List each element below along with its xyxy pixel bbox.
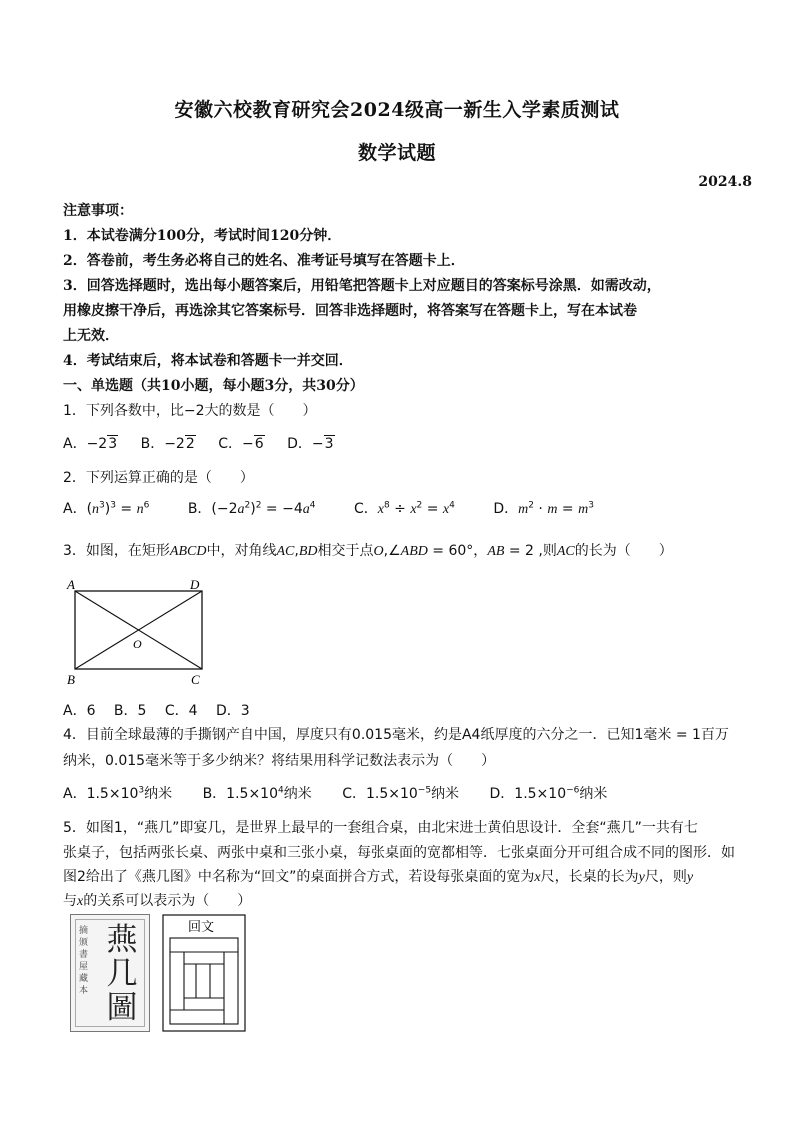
vertex-label-d: D	[190, 577, 200, 592]
cover-small-text: 摘颁書屋藏本	[79, 926, 89, 996]
rectangle-figure	[62, 574, 222, 694]
question-4-options: A．$1.5\times 10^3$纳米 B．$1.5\times 10^4$纳米 C．$1.5\times 10^{-5}$纳米 D．$1.5\times 10^{-6}$纳米	[63, 785, 608, 802]
vertex-label-a: A	[67, 577, 75, 592]
question-5-line: 张桌子，包括两张长桌、两张中桌和三张小桌，每张桌面的宽都相等．七张桌面分开可组合成不同的图形．如	[63, 845, 735, 861]
question-3-stem: 3．如图，在矩形ABCD中，对角线AC,BD相交于点O,∠ABD = 60°，AB = 2 ,则AC的长为（ ）	[63, 543, 673, 559]
vertex-label-c: C	[191, 672, 200, 687]
exam-date: 2024.8	[698, 174, 752, 190]
question-5-line: 与x的关系可以表示为（ ）	[63, 893, 252, 909]
question-1-options: A．−23 B．−22 C．−6 D．−3	[63, 436, 334, 452]
question-2-options: A．$(n^3)^3 = n^6$ B．$(-2a^2)^2 = -4a^4$ C．$x^8 \div x^2 = x^4$ D．$m^2 \cdot m = m^3$	[63, 500, 594, 517]
huiwen-label: 回文	[188, 920, 215, 935]
center-label-o: O	[133, 637, 142, 651]
exam-subtitle: 数学试题	[357, 142, 436, 164]
section-heading: 一、单选题（共10小题，每小题3分，共30分）	[63, 378, 364, 394]
notes-heading: 注意事项：	[63, 203, 133, 219]
vertex-label-b: B	[67, 672, 75, 687]
note-item: 1．本试卷满分100分，考试时间120分钟．	[63, 228, 342, 244]
question-3-options: A．6 B．5 C．4 D．3	[63, 703, 250, 719]
question-4-line: 纳米，0.015毫米等于多少纳米？将结果用科学记数法表示为（ ）	[63, 753, 496, 769]
question-2-stem: 2．下列运算正确的是（ ）	[63, 470, 254, 486]
figure-2-huiwen-diagram	[162, 914, 246, 1032]
note-item: 4．考试结束后，将本试卷和答题卡一并交回．	[63, 353, 353, 369]
question-1-stem: 1．下列各数中，比−2大的数是（ ）	[63, 403, 317, 419]
note-item: 2．答卷前，考生务必将自己的姓名、准考证号填写在答题卡上．	[63, 253, 465, 269]
exam-title: 安徽六校教育研究会2024级高一新生入学素质测试	[174, 99, 620, 121]
cover-title: 燕 几 圖	[106, 922, 138, 1026]
note-item: 用橡皮擦干净后，再选涂其它答案标号．回答非选择题时，将答案写在答题卡上，写在本试卷	[63, 303, 637, 319]
question-5-line: 5．如图1，“燕几”即宴几，是世界上最早的一套组合桌，由北宋进士黄伯思设计．全套“燕几”一共有七	[63, 820, 698, 836]
question-5-line: 图2给出了《燕几图》中名称为“回文”的桌面拼合方式，若设每张桌面的宽为x尺，长桌的长为y尺，则y	[63, 869, 694, 885]
figure-1-book-cover	[70, 914, 150, 1032]
question-4-line: 4．目前全球最薄的手撕钢产自中国，厚度只有0.015毫米，约是A4纸厚度的六分之一．已知1毫米 = 1百万	[63, 727, 729, 743]
note-item: 上无效．	[63, 328, 119, 344]
note-item: 3．回答选择题时，选出每小题答案后，用铅笔把答题卡上对应题目的答案标号涂黑．如需改动，	[63, 278, 661, 294]
